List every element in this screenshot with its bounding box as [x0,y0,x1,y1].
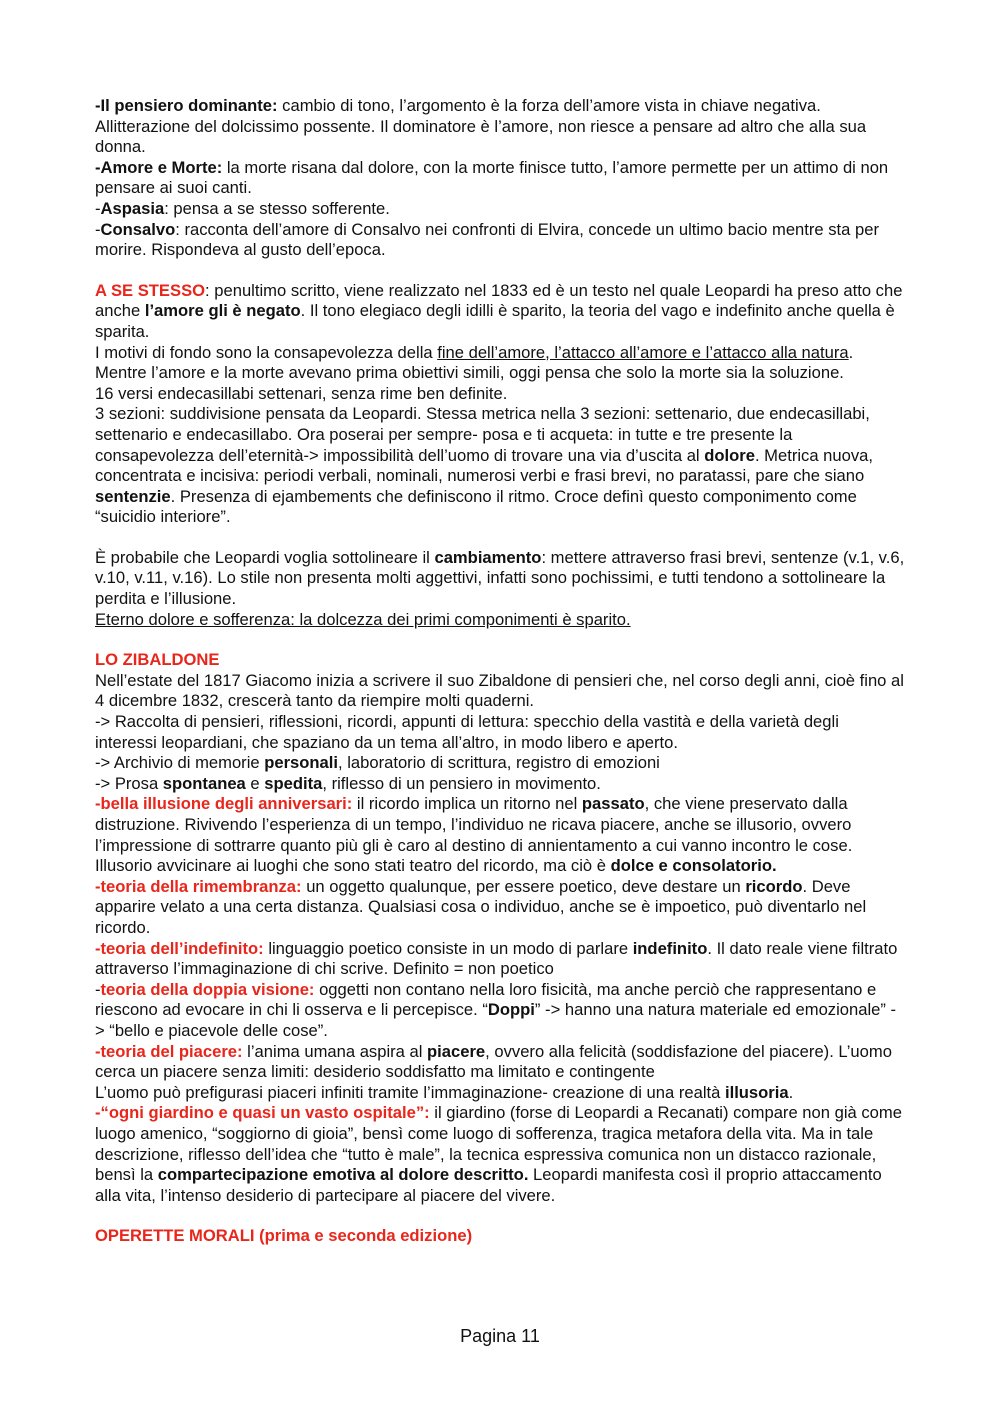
text-run: Nell’estate del 1817 Giacomo inizia a scrivere il suo Zibaldone di pensieri che, nel corso degli anni, cioè fino al 4 dicembre 1832, crescerà tanto da riempire molti quaderni. [95,670,904,711]
paragraph [95,1083,905,1104]
bold-text: illusoria [724,1082,789,1102]
paragraph [95,158,905,199]
paragraph [95,650,905,671]
text-run: L’uomo può prefigurasi piaceri infiniti tramite l’immaginazione- creazione di una realtà [95,1082,725,1102]
text-run: , riflesso di un pensiero in movimento. [322,773,601,793]
paragraph [95,199,905,220]
paragraph [95,671,905,712]
text-run: . Il tono elegiaco degli idilli è sparito, la teoria del vago e indefinito anche quella è sparita. [95,301,895,341]
bold-text: personali [264,753,338,773]
paragraph [95,753,905,774]
text-run: I motivi di fondo sono la consapevolezza della [95,342,438,362]
paragraph [95,939,905,980]
text-run: . Mentre l’amore e la morte avevano prima obiettivi simili, oggi pensa che solo la morte sia la soluzione. [95,342,854,383]
bold-text: passato [581,794,645,814]
bold-text: indefinito [632,938,708,958]
text-run: un oggetto qualunque, per essere poetico, deve destare un [301,876,746,896]
text-run: Leopardi manifesta così il proprio attaccamento alla vita, l’intenso desiderio di partecipare al piacere del vivere. [95,1165,882,1205]
bold-text: Consalvo [100,219,176,239]
section-heading: -teoria dell’indefinito: [95,938,264,958]
text-run: -> Archivio di memorie [95,753,265,773]
bold-text: Doppi [487,1000,535,1020]
bold-text: l’amore gli è negato [144,301,301,321]
text-run: cambio di tono, l’argomento è la forza dell’amore vista in chiave negativa. Allitterazione del dolcissimo possente. Il dominatore è l’amore, non riesce a pensare ad altro che alla sua donna. [95,96,867,157]
text-run: - [95,979,101,999]
underlined-text: Eterno dolore e sofferenza: la dolcezza dei primi componimenti è sparito. [95,609,631,629]
paragraph [95,774,905,795]
bold-text: -Amore e Morte: [95,157,223,177]
text-run: , che viene preservato dalla distruzione. Rivivendo l’esperienza di un tempo, l’individuo ne ricava piacere, anche se illusorio, ovvero l’impressione di sottrarre quanto più gli è caro al destino di annientamento a cui vanno incontro le cose. Illusorio avvicinare ai luoghi che sono stati teatro del ricordo, ma ciò è [95,794,853,876]
text-run: ” -> hanno una natura materiale ed emozionale” -> “bello e piacevole delle cose”. [95,1000,897,1040]
section-heading: -teoria della rimembranza: [95,876,302,896]
section-heading: LO ZIBALDONE [95,650,220,670]
paragraph [95,712,905,753]
underlined-text: fine dell’amore, l’attacco all’amore e l’attacco alla natura [437,342,849,362]
bold-text: sentenzie [95,486,171,506]
bold-text: spontanea [162,773,246,793]
text-run: oggetti non contano nella loro fisicità, ma anche perciò che rappresentano e riescono ad evocare in chi li osserva e li percepisce. “ [95,979,877,1020]
section-heading: A SE STESSO [95,280,206,300]
paragraph [95,1042,905,1083]
paragraph [95,548,905,610]
paragraph [95,794,905,876]
section-heading: -teoria del piacere: [95,1041,243,1061]
bold-text: compartecipazione emotiva al dolore descritto. [157,1165,529,1185]
paragraph [95,610,905,631]
paragraph [95,1226,905,1247]
text-run: : penultimo scritto, viene realizzato nel 1833 ed è un testo nel quale Leopardi ha preso atto che anche [95,280,903,321]
paragraph [95,384,905,405]
section-heading: OPERETTE MORALI (prima e seconda edizione) [95,1226,473,1246]
bold-text: piacere [427,1041,486,1061]
text-run: l’anima umana aspira al [242,1041,428,1061]
paragraph-spacer [95,630,905,650]
text-run: e [245,773,265,793]
text-run: - [95,219,101,239]
section-heading: -bella illusione degli anniversari: [95,794,353,814]
bold-text: -Il pensiero dominante: [95,96,278,115]
text-run: 16 versi endecasillabi settenari, senza rime ben definite. [95,383,508,403]
bold-text: cambiamento [434,547,542,567]
text-run: . Il dato reale viene filtrato attraverso l’immaginazione di chi scrive. Definito = non poetico [95,938,898,979]
paragraph [95,980,905,1042]
text-run: -> Raccolta di pensieri, riflessioni, ricordi, appunti di lettura: specchio della vastità e della varietà degli interessi leopardiani, che spaziano da un tema all’altro, in modo libero e aperto. [95,712,839,752]
paragraph [95,1103,905,1206]
text-run: - [95,198,101,218]
text-run: . Metrica nuova, concentrata e incisiva: periodi verbali, nominali, numerosi verbi e frasi brevi, no paratassi, pare che siano [95,445,874,486]
text-run: . [788,1082,794,1102]
text-run: il ricordo implica un ritorno nel [352,794,582,814]
section-heading: teoria della doppia visione: [100,979,315,999]
text-run: : racconta dell’amore di Consalvo nei confronti di Elvira, concede un ultimo bacio mentre sta per morire. Rispondeva al gusto dell’epoca. [95,219,879,260]
text-run: 3 sezioni: suddivisione pensata da Leopardi. Stessa metrica nella 3 sezioni: settenario, due endecasillabi, settenario e endecasillabo. Ora poserai per sempre- posa e ti acqueta: in tutte e tre presente la consapevolezza dell’eternità-> impossibilità dell’uomo di trovare una via d’uscita al [95,404,870,465]
bold-text: Aspasia [100,198,165,218]
paragraph [95,96,905,158]
text-run: il giardino (forse di Leopardi a Recanati) compare non già come luogo amenico, “soggiorno di gioia”, bensì come luogo di sofferenza, tragica metafora della vita. Ma in tale descrizione, riflesso dell’idea che “tutto è male”, la tecnica espressiva comunica non un distacco razionale, bensì la [95,1103,902,1185]
bold-text: dolce e consolatorio. [610,856,777,876]
text-run: : pensa a se stesso sofferente. [164,198,390,218]
paragraph-spacer [95,528,905,548]
text-run: , laboratorio di scrittura, registro di emozioni [338,753,660,773]
paragraph-spacer [95,1206,905,1226]
document-body [95,96,905,1247]
bold-text: dolore [704,445,755,465]
text-run: linguaggio poetico consiste in un modo di parlare [263,938,633,958]
paragraph [95,404,905,528]
bold-text: spedita [264,773,323,793]
text-run: la morte risana dal dolore, con la morte finisce tutto, l’amore permette per un attimo di non pensare ai suoi canti. [95,157,889,198]
text-run: , ovvero alla felicità (soddisfazione del piacere). L’uomo cerca un piacere senza limiti: desiderio soddisfatto ma limitato e contingente [95,1041,892,1082]
text-run: : mettere attraverso frasi brevi, sentenze (v.1, v.6, v.10, v.11, v.16). Lo stile non presenta molti aggettivi, infatti sono pochissimi, e tutti tendono a sottolineare la perdita e l’illusione. [95,547,905,609]
paragraph [95,281,905,343]
section-heading: -“ogni giardino e quasi un vasto ospitale”: [95,1103,430,1123]
paragraph-spacer [95,261,905,281]
text-run: . Deve apparire velato a una certa distanza. Qualsiasi cosa o individuo, anche se è impoetico, può diventarlo nel ricordo. [95,876,867,937]
paragraph [95,220,905,261]
bold-text: ricordo [745,876,803,896]
page-number: Pagina 11 [460,1326,540,1346]
text-run: È probabile che Leopardi voglia sottolineare il [95,547,435,567]
paragraph [95,343,905,384]
text-run: . Presenza di ejambements che definiscono il ritmo. Croce definì questo componimento come “suicidio interiore”. [95,486,857,527]
paragraph [95,877,905,939]
text-run: -> Prosa [95,773,163,793]
